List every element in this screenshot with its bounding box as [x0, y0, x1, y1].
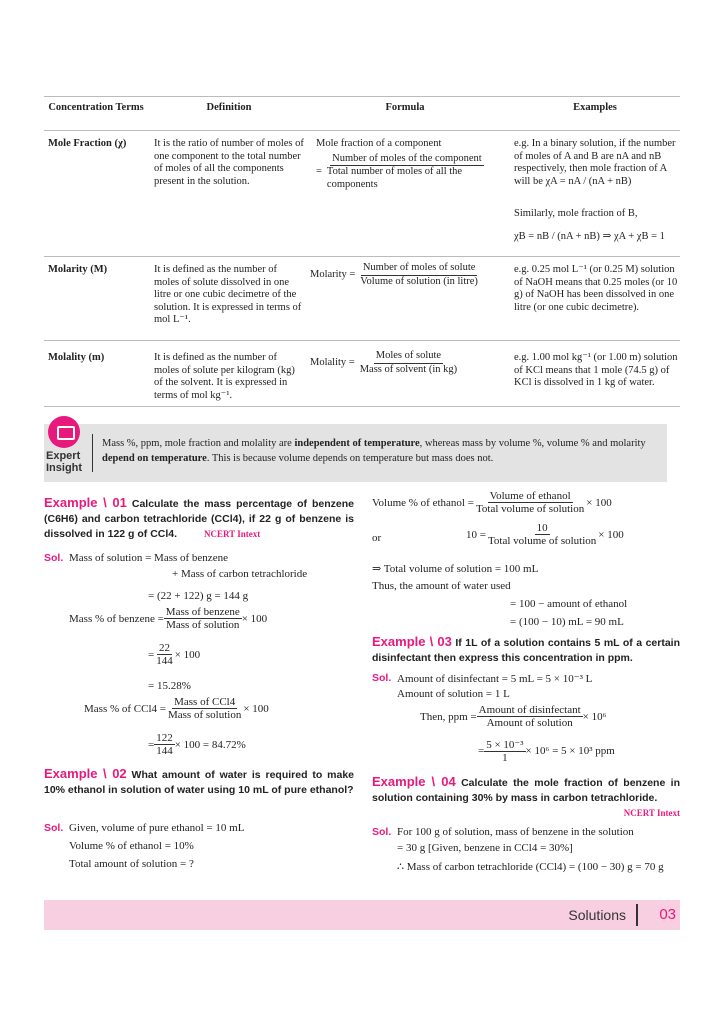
example-text-3: χB = nB / (nA + nB) ⇒ χA + χB = 1	[514, 230, 665, 242]
formula-denominator: Mass of solvent (in kg)	[359, 363, 458, 375]
ncert-tag: NCERT Intext	[203, 529, 261, 539]
example-molarity: e.g. 0.25 mol L⁻¹ (or 0.25 M) solution of NaOH means that 0.25 moles (or 10 g) of NaOH has been dissolved in one litre (or one cubic decimetre).	[514, 264, 678, 313]
term-molality: Molality (m)	[48, 352, 105, 363]
solution-line: = $\frac{22}{144}$ × 100	[148, 642, 201, 667]
solution-line: Total amount of solution = ?	[69, 858, 194, 870]
formula-denominator: Total number of moles of all the components	[326, 166, 463, 190]
formula-molarity	[310, 262, 510, 288]
header-examples: Examples	[573, 102, 617, 113]
example-03-label: Example \ 03	[372, 634, 452, 649]
formula-molality	[310, 350, 510, 376]
ppm-formula: Then, ppm = $\frac{\text{Amount of disinfectant}}{\text{Amount of solution}}$ × 10⁶	[420, 704, 607, 729]
solution-line: Mass of solution = Mass of benzene	[69, 552, 228, 564]
example-02-question: Example \ 02 What amount of water is required to make 10% ethanol in solution of water using 10 mL of pure ethanol?	[44, 766, 354, 796]
example-01-question: Example \ 01 Calculate the mass percentage of benzene (C6H6) and carbon tetrachloride (CCl4), if 22 g of benzene is dissolved in 122 g of CCl4. NCERT Intext	[44, 495, 354, 540]
or-text: or	[372, 532, 382, 544]
formula-mole-fraction: Mole fraction of a component = $\frac{\text{Number of moles of the component}}{\text{Total number of moles of all the components}}$	[316, 138, 506, 191]
solution-line: = (22 + 122) g = 144 g	[148, 590, 249, 602]
expert-insight-text: Mass %, ppm, mole fraction and molality are independent of temperature, whereas mass by volume %, volume % and molarity depend on temperature. This is because volume depends on temperature but mass does not.	[102, 438, 646, 464]
divider	[92, 434, 93, 472]
term-mole-fraction: Mole Fraction (χ)	[48, 138, 127, 149]
solution-line: = 15.28%	[148, 680, 191, 692]
left-column	[44, 495, 354, 542]
mass-percent-ccl4: Mass % of CCl4 = $\frac{\text{Mass of CCl4}}{\text{Mass of solution}}$ × 100	[84, 696, 269, 721]
solution-line: Volume % of ethanol = 10%	[69, 840, 194, 852]
expert-insight-label: Expert Insight	[46, 450, 83, 474]
example-02-continued	[372, 490, 682, 630]
example-molality: e.g. 1.00 mol kg⁻¹ (or 1.00 m) solution of KCl means that 1 mole (74.5 g) of KCl is dissolved in 1 kg of water.	[514, 352, 678, 388]
page-footer	[44, 900, 680, 930]
formula-intro: Mole fraction of a component	[316, 138, 442, 149]
formula-numerator: Number of moles of solute	[361, 262, 478, 276]
footer-divider	[636, 904, 638, 926]
solution-line: = (100 − 10) mL = 90 mL	[510, 616, 624, 628]
solution-line: Amount of disinfectant = 5 mL = 5 × 10⁻³ L	[397, 673, 593, 685]
sol-label: Sol.	[44, 822, 64, 834]
header-terms: Concentration Terms	[48, 102, 144, 113]
formula-numerator: Moles of solute	[374, 350, 443, 364]
example-04	[372, 774, 680, 820]
def-molarity: It is defined as the number of moles of solute dissolved in one litre or one cubic decimetre of the solution. It is expressed in terms of mol L⁻¹.	[154, 264, 302, 325]
sol-label: Sol.	[372, 672, 392, 684]
table-bottom-rule	[44, 406, 680, 407]
header-formula: Formula	[385, 102, 425, 113]
example-02-label: Example \ 02	[44, 766, 127, 781]
example-mole-fraction	[514, 138, 680, 243]
example-text-1: e.g. In a binary solution, if the number of moles of A and B are nA and nB respectively, then mole fraction of A will be χA = nA / (nA + nB)	[514, 138, 676, 187]
table-top-rule	[44, 96, 680, 97]
presenter-icon	[48, 416, 80, 448]
solution-line: Given, volume of pure ethanol = 10 mL	[69, 822, 245, 834]
volume-percent-formula: Volume % of ethanol = $\frac{\text{Volume of ethanol}}{\text{Total volume of solution}}$ × 100	[372, 490, 612, 515]
expert-insight-box	[44, 424, 667, 482]
solution-line: Amount of solution = 1 L	[397, 688, 510, 700]
def-mole-fraction: It is the ratio of number of moles of one component to the total number of moles of all the components present in the solution.	[154, 138, 304, 187]
header-definition: Definition	[206, 102, 252, 113]
sol-label: Sol.	[372, 826, 392, 838]
formula-lhs: Molarity =	[310, 268, 356, 280]
solution-line: = $\frac{\text{5 × 10⁻³}}{1}$ × 10⁶ = 5 × 10³ ppm	[478, 739, 615, 764]
example-04-question: Example \ 04 Calculate the mole fraction of benzene in solution containing 30% by mass in carbon tetrachloride.	[372, 774, 680, 804]
solution-line: ⇒ Total volume of solution = 100 mL	[372, 563, 539, 575]
term-molarity: Molarity (M)	[48, 264, 108, 275]
volume-equation: 10 = $\frac{10}{\text{Total volume of solution}}$ × 100	[466, 522, 624, 547]
formula-lhs: Molality =	[310, 356, 355, 368]
row-rule	[44, 256, 680, 257]
solution-line: + Mass of carbon tetrachloride	[172, 568, 308, 580]
mass-percent-benzene: Mass % of benzene = $\frac{\text{Mass of benzene}}{\text{Mass of solution}}$ × 100	[69, 606, 268, 631]
solution-line: = 100 − amount of ethanol	[510, 598, 628, 610]
solution-line: Thus, the amount of water used	[372, 580, 511, 592]
row-rule	[44, 340, 680, 341]
table-header-rule	[44, 130, 680, 131]
formula-denominator: Volume of solution (in litre)	[360, 275, 478, 287]
example-04-label: Example \ 04	[372, 774, 456, 789]
solution-line: = $\frac{122}{144}$ × 100 = 84.72%	[148, 732, 246, 757]
chapter-title: Solutions	[568, 907, 626, 923]
example-02	[44, 766, 354, 798]
example-01-label: Example \ 01	[44, 495, 127, 510]
example-03-question: Example \ 03 If 1L of a solution contains 5 mL of a certain disinfectant then express this concentration in ppm.	[372, 634, 680, 664]
ncert-tag: NCERT Intext	[623, 808, 680, 818]
sol-label: Sol.	[44, 552, 64, 564]
solution-line: For 100 g of solution, mass of benzene in the solution	[397, 826, 634, 838]
formula-numerator: Number of moles of the component	[330, 153, 484, 167]
def-molality: It is defined as the number of moles of solute per kilogram (kg) of the solvent. It is expressed in terms of mol kg⁻¹.	[154, 352, 295, 401]
solution-line: ∴ Mass of carbon tetrachloride (CCl4) = (100 − 30) g = 70 g	[397, 861, 664, 873]
example-text-2: Similarly, mole fraction of B,	[514, 208, 638, 219]
solution-line: = 30 g [Given, benzene in CCl4 = 30%]	[397, 842, 573, 854]
page-number: 03	[659, 906, 676, 923]
example-03	[372, 634, 680, 666]
